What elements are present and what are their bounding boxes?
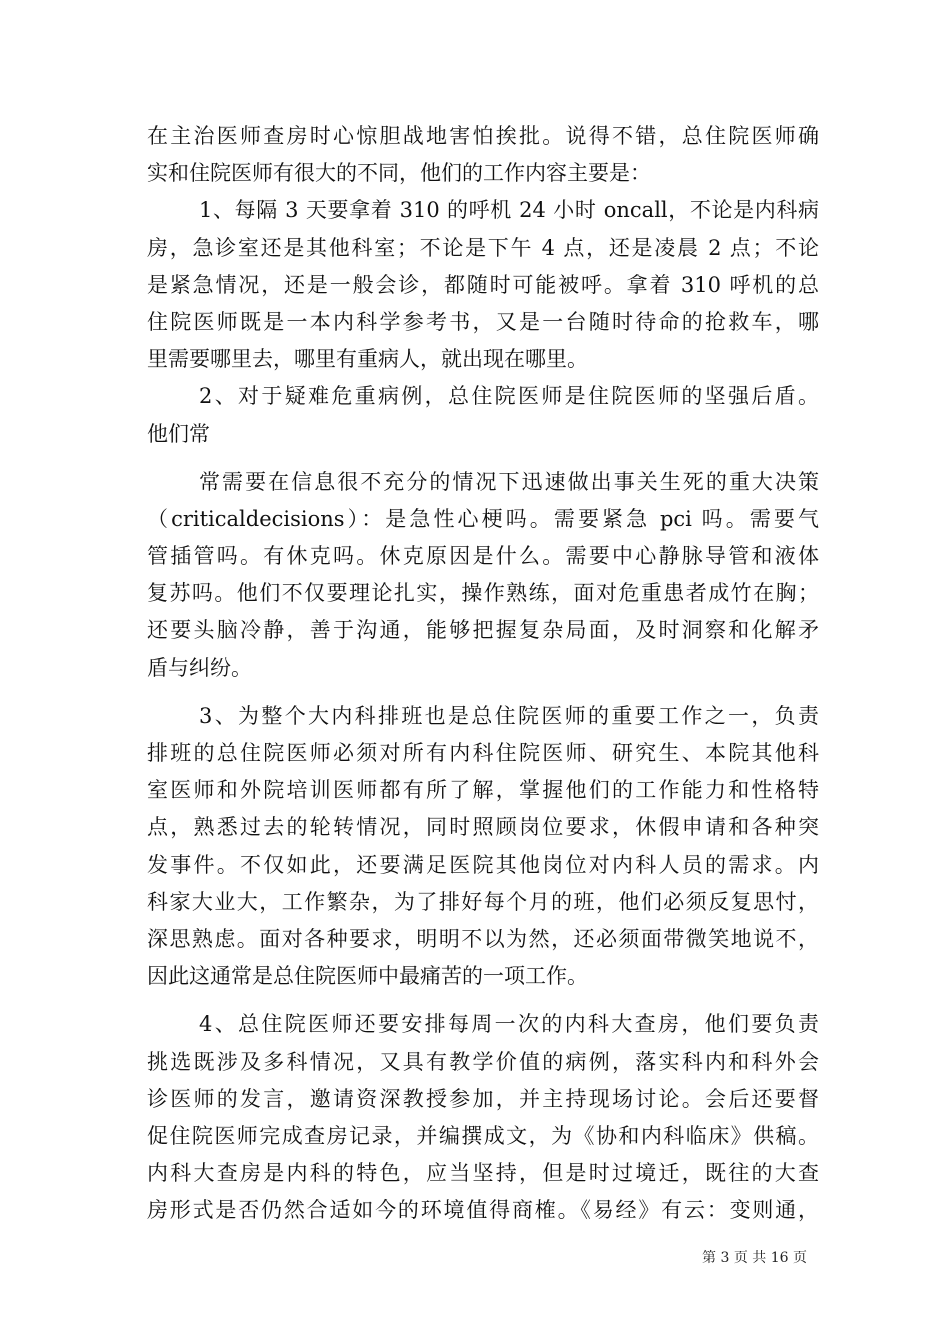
text-line: 2、对于疑难危重病例，总住院医师是住院医师的坚强后盾。 xyxy=(199,384,819,409)
text-line: 因此这通常是总住院医师中最痛苦的一项工作。 xyxy=(147,964,588,989)
text-line: 1、每隔 3 天要拿着 310 的呼机 24 小时 oncall，不论是内科病 xyxy=(199,198,819,223)
text-line: 3、为整个大内科排班也是总住院医师的重要工作之一，负责 xyxy=(199,703,819,728)
text-line: 发事件。不仅如此，还要满足医院其他岗位对内科人员的需求。内 xyxy=(147,852,819,877)
text-line: 深思熟虑。面对各种要求，明明不以为然，还必须面带微笑地说不， xyxy=(147,926,819,951)
text-line: 4、总住院医师还要安排每周一次的内科大查房，他们要负责 xyxy=(199,1012,819,1037)
text-line: 房形式是否仍然合适如今的环境值得商榷。《易经》有云：变则通， xyxy=(147,1198,819,1223)
text-line: 实和住院医师有很大的不同，他们的工作内容主要是： xyxy=(147,161,651,186)
text-line: 点，熟悉过去的轮转情况，同时照顾岗位要求，休假申请和各种突 xyxy=(147,815,819,840)
text-line: 是紧急情况，还是一般会诊，都随时可能被呼。拿着 310 呼机的总 xyxy=(147,272,819,297)
text-line: 常需要在信息很不充分的情况下迅速做出事关生死的重大决策 xyxy=(199,469,819,494)
text-line: 室医师和外院培训医师都有所了解，掌握他们的工作能力和性格特 xyxy=(147,778,819,803)
text-line: 住院医师既是一本内科学参考书，又是一台随时待命的抢救车，哪 xyxy=(147,309,819,334)
text-line: 盾与纠纷。 xyxy=(147,655,252,680)
text-line: 促住院医师完成查房记录，并编撰成文，为《协和内科临床》供稿。 xyxy=(147,1123,819,1148)
text-line: 他们常 xyxy=(147,421,210,446)
text-line: 房，急诊室还是其他科室；不论是下午 4 点，还是凌晨 2 点；不论 xyxy=(147,235,819,260)
text-line: 内科大查房是内科的特色，应当坚持，但是时过境迁，既往的大查 xyxy=(147,1161,819,1186)
body-text xyxy=(147,118,819,1229)
text-line: 里需要哪里去，哪里有重病人，就出现在哪里。 xyxy=(147,347,588,372)
text-line: （criticaldecisions）：是急性心梗吗。需要紧急 pci 吗。需要气 xyxy=(147,506,819,531)
text-line: 管插管吗。有休克吗。休克原因是什么。需要中心静脉导管和液体 xyxy=(147,544,819,569)
text-line: 排班的总住院医师必须对所有内科住院医师、研究生、本院其他科 xyxy=(147,741,819,765)
text-line: 在主治医师查房时心惊胆战地害怕挨批。说得不错，总住院医师确 xyxy=(147,124,819,148)
page-number: 第 3 页 共 16 页 xyxy=(702,1250,807,1266)
text-line: 科家大业大，工作繁杂，为了排好每个月的班，他们必须反复思忖， xyxy=(147,889,819,914)
text-line: 复苏吗。他们不仅要理论扎实，操作熟练，面对危重患者成竹在胸； xyxy=(147,581,819,606)
text-line: 诊医师的发言，邀请资深教授参加，并主持现场讨论。会后还要督 xyxy=(147,1086,819,1111)
text-line: 挑选既涉及多科情况，又具有教学价值的病例，落实科内和科外会 xyxy=(147,1049,819,1074)
text-line: 还要头脑冷静，善于沟通，能够把握复杂局面，及时洞察和化解矛 xyxy=(147,618,819,643)
